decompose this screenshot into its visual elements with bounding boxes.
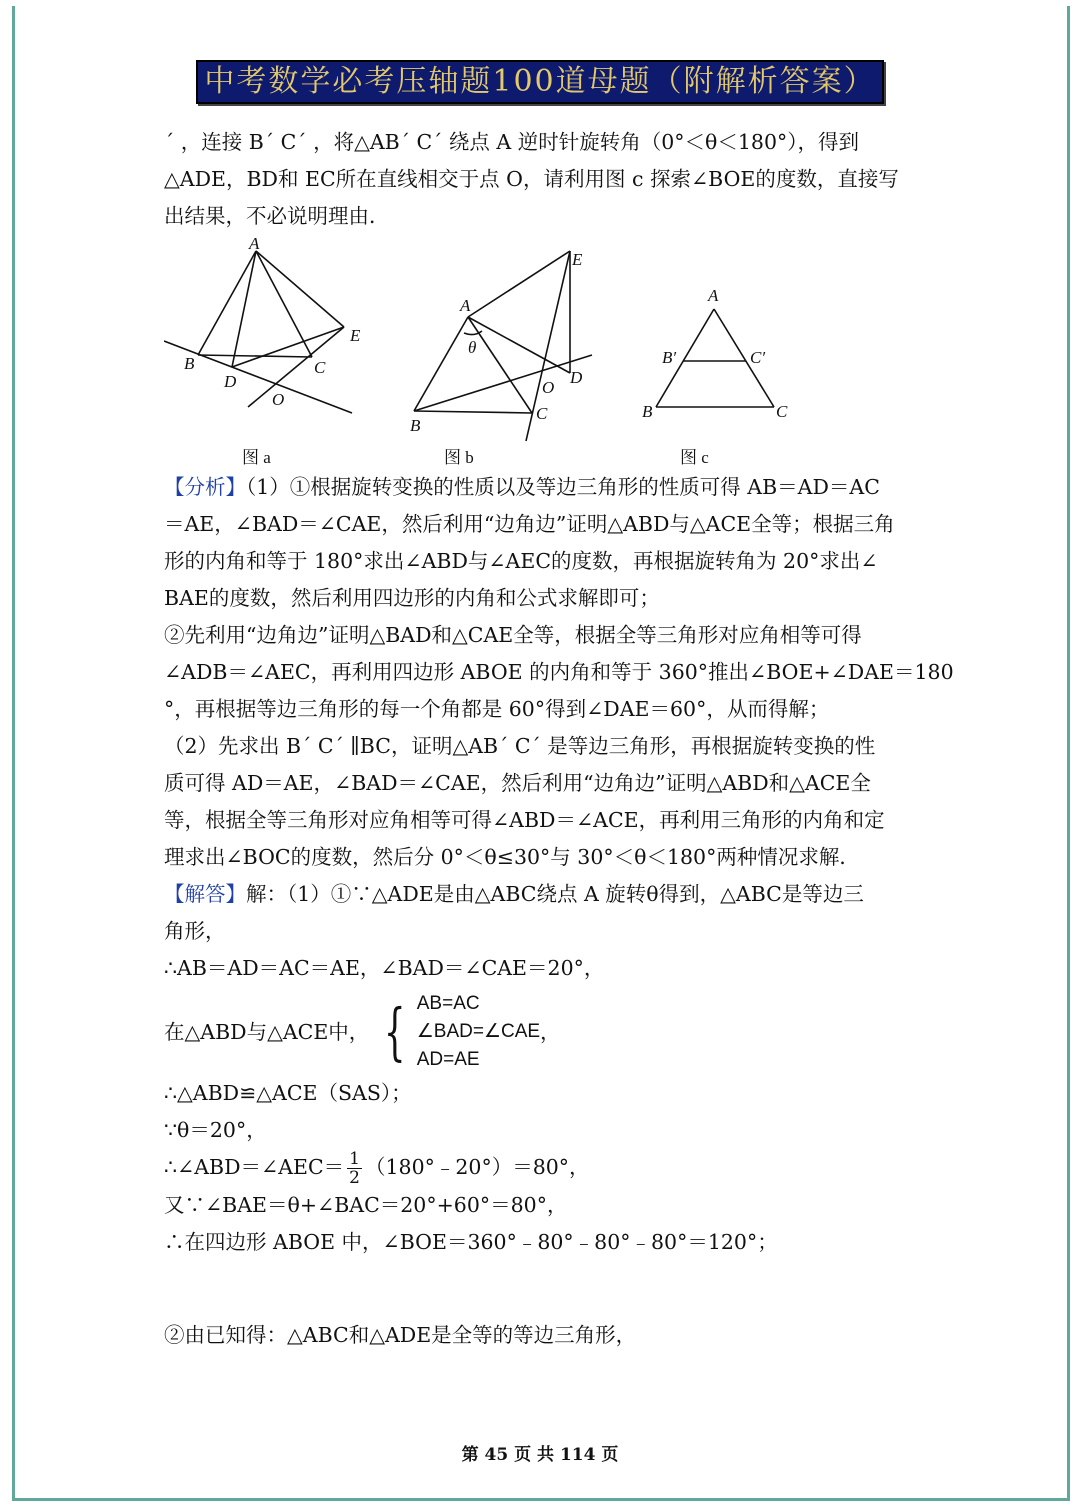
fig-c-label-A: A [708,286,719,305]
fig-c-label-B: B [642,402,653,421]
analysis-line-6: ∠ADB＝∠AEC，再利用四边形 ABOE 的内角和等于 360°推出∠BOE+∠DAE＝180 [164,660,954,684]
fig-a-label-D: D [224,372,237,391]
fig-b-caption: 图 b [444,448,474,467]
fig-a-label-E: E [350,326,361,345]
analysis-line-2: ＝AE，∠BAD＝∠CAE，然后利用“边角边”证明△ABD与△ACE全等；根据三角 [164,512,895,536]
system-eq-1: AB=AC [416,993,480,1014]
answer-part2: ②由已知得：△ABC和△ADE是全等的等边三角形， [164,1323,637,1347]
answer-boe: ∴在四边形 ABOE 中，∠BOE＝360°﹣80°﹣80°﹣80°＝120°； [164,1230,778,1254]
analysis-line-1: 【分析】（1）①根据旋转变换的性质以及等边三角形的性质可得 AB＝AD＝AC [164,475,880,499]
analysis-line-9: 质可得 AD＝AE，∠BAD＝∠CAE，然后利用“边角边”证明△ABD和△ACE全 [164,771,871,795]
fraction-one-half: $\frac{1}{2}$ [349,1149,360,1188]
answer-line-1: 【解答】解：（1）①∵△ADE是由△ABC绕点 A 旋转θ得到，△ABC是等边三 [164,882,864,906]
answer-equal-sides: ∴AB＝AD＝AC＝AE，∠BAD＝∠CAE＝20°， [164,956,605,980]
analysis-tag: 【分析】 [164,475,246,499]
figures-svg [164,237,924,469]
analysis-line-7: °，再根据等边三角形的每一个角都是 60°得到∠DAE＝60°，从而得解； [164,697,830,721]
system-equations [417,990,540,1074]
analysis-line-5: ②先利用“边角边”证明△BAD和△CAE全等，根据全等三角形对应角相等可得 [164,623,862,647]
system-intro: 在△ABD与△ACE中， [164,1019,370,1044]
analysis-line-8: （2）先求出 B´ C´ ∥BC，证明△AB´ C´ 是等边三角形，再根据旋转变换的性 [164,734,876,758]
analysis-line-10: 等，根据全等三角形对应角相等可得∠ABD＝∠ACE，再利用三角形的内角和定 [164,808,885,832]
answer-congruent: ∴△ABD≌△ACE（SAS）； [164,1081,412,1105]
fig-a-label-C: C [314,358,326,377]
answer-tag: 【解答】 [164,882,246,906]
system-eq-2: ∠BAD=∠CAE [416,1021,541,1042]
document-body [164,124,954,1354]
fig-b-label-B: B [410,416,421,435]
congruence-system [164,991,924,1073]
page-number: 第 45 页 共 114 页 [461,1445,619,1465]
answer-angle-abd: ∴∠ABD＝∠AEC＝ $\frac{1}{2}$ （180°﹣20°）＝80°， [164,1149,590,1188]
fig-a-label-O: O [272,390,285,409]
figure-b [414,251,592,441]
fig-b-label-D: D [570,368,583,387]
fig-a-label-B: B [184,354,195,373]
fig-c-caption: 图 c [680,448,709,467]
answer-theta: ∵θ＝20°， [164,1118,267,1142]
analysis-line-11: 理求出∠BOC的度数，然后分 0°＜θ≤30°与 30°＜θ＜180°两种情况求解． [164,845,860,869]
fig-a-caption: 图 a [242,448,271,467]
intro-line-1: ´ ，连接 B´ C´ ，将△AB´ C´ 绕点 A 逆时针旋转角（0°＜θ＜180°），得到 [164,130,860,154]
fig-b-label-E: E [572,250,583,269]
fig-c-label-C: C [776,402,788,421]
intro-line-3: 出结果，不必说明理由． [164,204,390,228]
fig-b-label-A: A [460,296,471,315]
left-brace: { [384,995,406,1068]
intro-line-2: △ADE，BD和 EC所在直线相交于点 O，请利用图 c 探索∠BOE的度数，直接写 [164,167,899,191]
fig-b-label-C: C [536,404,548,423]
answer-bae: 又∵∠BAE＝θ+∠BAC＝20°+60°＝80°， [164,1193,568,1217]
system-eq-3: AD=AE [416,1049,480,1070]
fig-a-label-A: A [249,237,260,253]
fig-c-label-Cp: C′ [750,348,766,367]
analysis-line-3: 形的内角和等于 180°求出∠ABD与∠AEC的度数，再根据旋转角为 20°求出∠ [164,549,878,573]
page-title: 中考数学必考压轴题100道母题（附解析答案） [196,60,884,104]
system-tail: ， [540,1019,561,1044]
fig-b-label-O: O [542,378,555,397]
answer-line-2: 角形， [164,919,226,943]
figure-a [164,251,352,413]
fig-b-label-theta: θ [468,338,477,357]
geometry-figures [164,237,924,469]
analysis-line-4: BAE的度数，然后利用四边形的内角和公式求解即可； [164,586,660,610]
fig-c-label-Bp: B′ [662,348,677,367]
